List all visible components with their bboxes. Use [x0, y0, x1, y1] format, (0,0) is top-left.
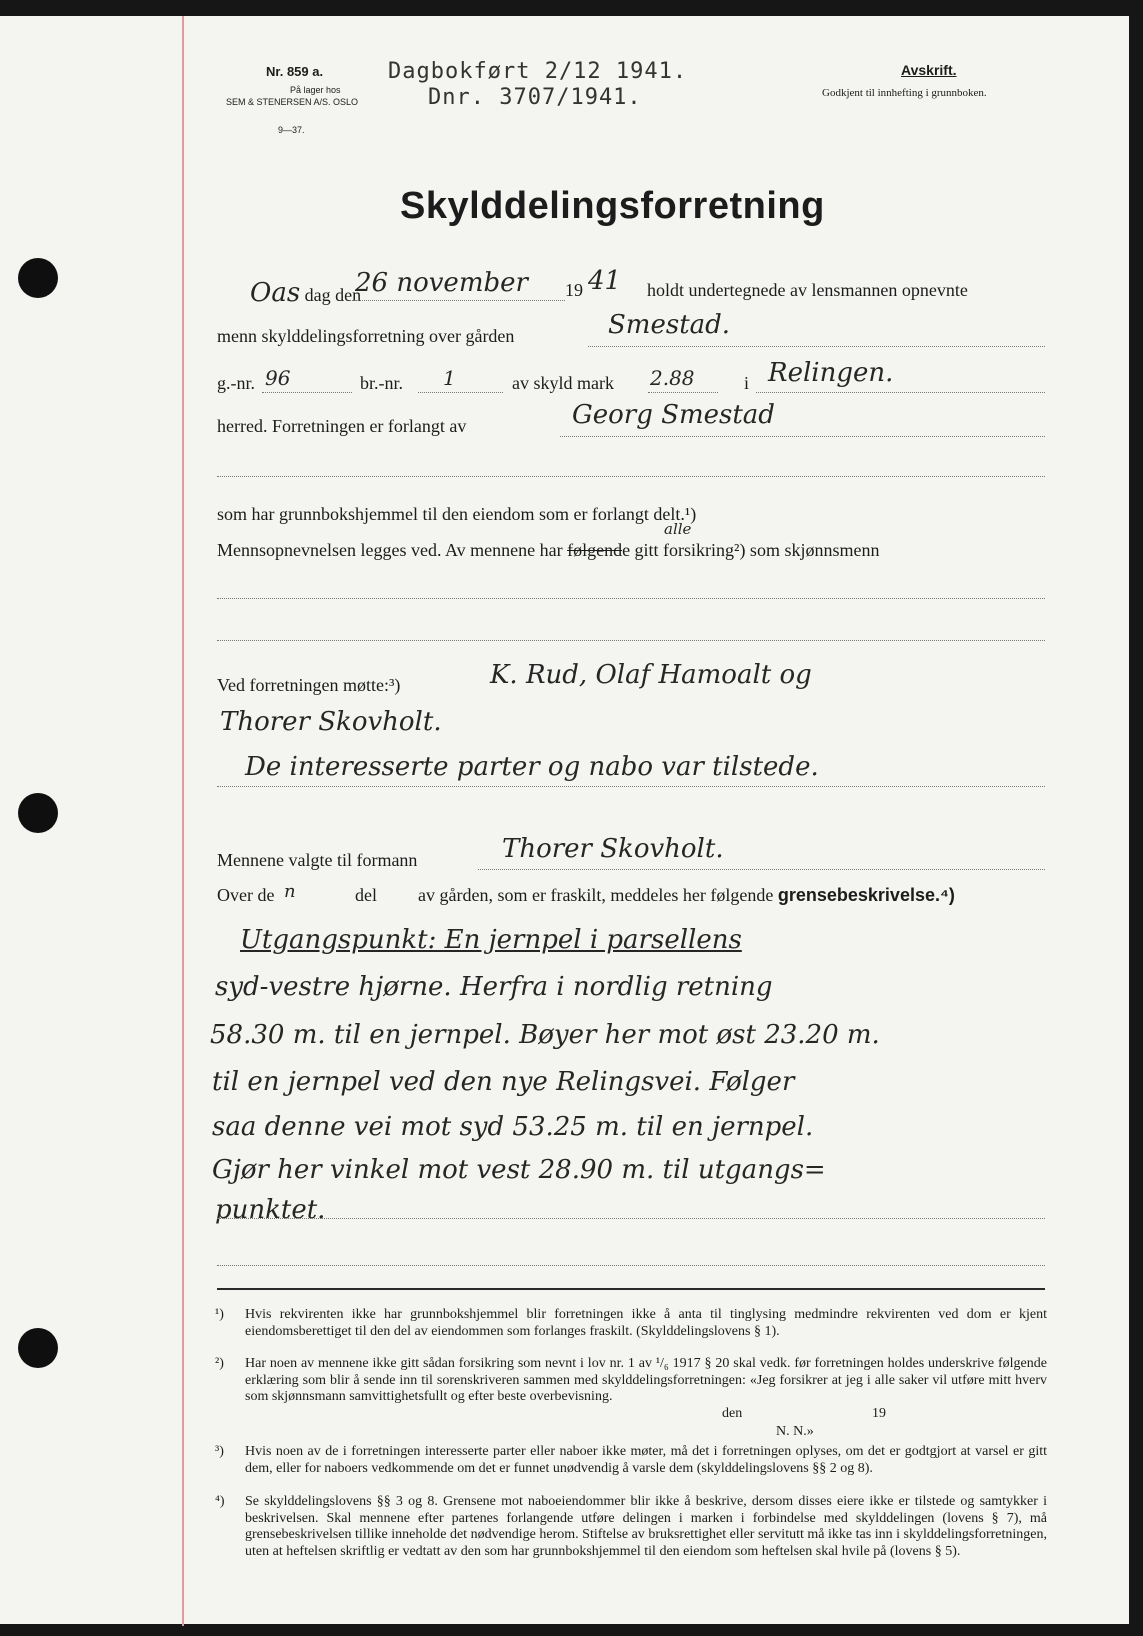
handwritten-chairman: Thorer Skovholt.	[502, 834, 724, 864]
fill-line	[217, 476, 1045, 477]
printed-text: Mennsopnevnelsen legges ved. Av mennene har	[217, 540, 563, 560]
punch-hole-icon	[18, 258, 58, 298]
fill-line	[418, 392, 503, 393]
printed-text: menn skylddelingsforretning over gården	[217, 326, 515, 346]
footnote-text: Hvis noen av de i forretningen interesserte parter eller naboer ikke møter, må det i forretningen oplyses, om det er godtgjort at varsel er gitt dem, eller for naboers vedkommende om det er funnet unødvendig å varsle dem (skylddelingslovens §§ 2 og 8).	[245, 1444, 1047, 1476]
bold-text: grensebeskrivelse.⁴)	[777, 885, 955, 905]
fill-line	[560, 436, 1045, 437]
footnote-year: 19	[872, 1406, 886, 1421]
line-1	[250, 278, 361, 308]
fill-line	[217, 598, 1045, 599]
fill-line	[217, 1265, 1045, 1266]
handwritten-remark: De interesserte parter og nabo var tilstede.	[245, 752, 819, 782]
footnote-den: den	[722, 1406, 743, 1421]
printed-text: av gården, som er fraskilt, meddeles her følgende	[418, 885, 774, 905]
approval-note: Godkjent til innhefting i grunnboken.	[822, 87, 987, 99]
handwritten-names: K. Rud, Olaf Hamoalt og	[490, 660, 812, 690]
scan-border-bottom	[0, 1624, 1143, 1636]
punch-hole-icon	[18, 793, 58, 833]
handwritten-text: Oas	[250, 278, 301, 308]
footnote-text: Hvis rekvirenten ikke har grunnbokshjemmel blir forretningen ikke å anta til tinglysing medmindre rekvirenten ved dom er kjent eiendomsberettiget til den del av eiendommen som forlanges fraskilt. (Skylddelingslovens § 1).	[245, 1307, 1047, 1339]
handwritten-herred: Relingen.	[768, 358, 894, 388]
description-line: Utgangspunkt: En jernpel i parsellens	[240, 925, 742, 955]
fill-line	[262, 392, 352, 393]
description-line: til en jernpel ved den nye Relingsvei. Følger	[212, 1067, 795, 1097]
footnote-marker: ¹)	[215, 1307, 224, 1322]
footnote-text: Har noen av mennene ikke gitt sådan forsikring som nevnt i lov nr. 1 av ¹/₆ 1917 § 20 skal vedk. før forretningen holdes underskrive følgende erklæring som blir å sende inn til sorenskriveren sammen med skylddelingsforretningen: «Jeg forsikrer at jeg i alle saker vil utføre mitt hverv som skjønnsmann samvittighetsfullt og efter beste overbevisning.	[245, 1356, 1047, 1404]
description-line: 58.30 m. til en jernpel. Bøyer her mot øst 23.20 m.	[210, 1020, 880, 1050]
fill-line	[478, 869, 1045, 870]
footnote-signature: N. N.»	[776, 1424, 814, 1439]
printed-text: del	[355, 885, 377, 905]
publisher-line: På lager hos	[290, 85, 341, 95]
printed-text: som har grunnbokshjemmel til den eiendom som er forlangt delt.¹)	[217, 504, 697, 524]
printed-text: herred. Forretningen er forlangt av	[217, 416, 467, 436]
handwritten-farm-name: Smestad.	[608, 310, 731, 340]
form-number: Nr. 859 a.	[266, 64, 324, 79]
punch-hole-icon	[18, 1328, 58, 1368]
handwritten-requester: Georg Smestad	[572, 400, 775, 430]
scan-border-right	[1129, 0, 1143, 1636]
avskrift-label: Avskrift.	[901, 62, 957, 78]
footnote-divider	[217, 1288, 1045, 1290]
footnote-4	[215, 1494, 1047, 1560]
fill-line	[217, 786, 1045, 787]
struck-text: følgend	[567, 540, 623, 560]
handwritten-gnr: 96	[265, 366, 291, 390]
fill-line	[217, 640, 1045, 641]
printed-text: i	[744, 373, 750, 393]
printed-text: Mennene valgte til formann	[217, 850, 418, 870]
printed-text: dag den	[304, 285, 362, 305]
line-6	[217, 540, 879, 561]
footnote-text: Se skylddelingslovens §§ 3 og 8. Grensene mot naboeiendommer blir ikke å beskrive, dersom disses eiere ikke er tilstede og samtykker i beskrivelsen. Skal mennene efter partenes forlangende utføre delingen i marken i forbindelse med skylddelingen (lovens § 7), må grensebeskrivelsen tillike inneholde det nødvendige herom. Stiftelse av bruksrettighet eller servitutt må ikke tas inn i skylddelingsforretningen, uten at heftelsen skriftlig er vedtatt av den som har grunnbokshjemmel til den eiendom som heftelsen skal hvile på (lovens § 5).	[245, 1494, 1047, 1559]
handwritten-date: 26 november	[355, 268, 528, 298]
description-line: syd-vestre hjørne. Herfra i nordlig retning	[215, 972, 773, 1002]
printed-text: Ved forretningen møtte:³)	[217, 675, 401, 695]
handwritten-insert: n	[284, 881, 296, 902]
line-11	[418, 885, 955, 906]
journal-stamp: Dagbokført 2/12 1941.	[388, 59, 688, 84]
page-title: Skylddelingsforretning	[400, 185, 825, 227]
printed-text: br.-nr.	[360, 373, 403, 393]
footnote-marker: ²)	[215, 1356, 224, 1371]
description-line: punktet.	[215, 1195, 326, 1225]
publisher-name: SEM & STENERSEN A/S. OSLO	[226, 97, 359, 107]
handwritten-skyld: 2.88	[650, 366, 695, 390]
fill-line	[350, 300, 565, 301]
printed-text: g.-nr.	[217, 373, 255, 393]
footnote-1	[215, 1307, 1047, 1340]
footnote-marker: ³)	[215, 1444, 224, 1459]
printed-text: Over de	[217, 885, 275, 905]
handwritten-brnr: 1	[443, 366, 456, 390]
printed-text: av skyld mark	[512, 373, 614, 393]
description-line: saa denne vei mot syd 53.25 m. til en jernpel.	[212, 1112, 814, 1142]
scan-border-top	[0, 0, 1143, 16]
handwritten-insert: alle	[664, 520, 692, 538]
handwritten-year: 41	[588, 266, 622, 296]
form-date: 9—37.	[278, 125, 305, 135]
footnote-3	[215, 1444, 1047, 1477]
footnote-marker: ⁴)	[215, 1494, 225, 1509]
footnote-2	[215, 1356, 1047, 1406]
printed-text: e gitt forsikring²) som skjønnsmenn	[622, 540, 880, 560]
handwritten-names: Thorer Skovholt.	[220, 707, 442, 737]
fill-line	[588, 346, 1045, 347]
fill-line	[756, 392, 1045, 393]
fill-line	[217, 1218, 1045, 1219]
year-prefix: 19	[565, 280, 583, 300]
description-line: Gjør her vinkel mot vest 28.90 m. til utgangs=	[212, 1155, 826, 1185]
fill-line	[648, 392, 718, 393]
document-number-stamp: Dnr. 3707/1941.	[428, 85, 642, 110]
printed-text: holdt undertegnede av lensmannen opnevnte	[647, 280, 968, 300]
margin-line	[182, 16, 184, 1626]
